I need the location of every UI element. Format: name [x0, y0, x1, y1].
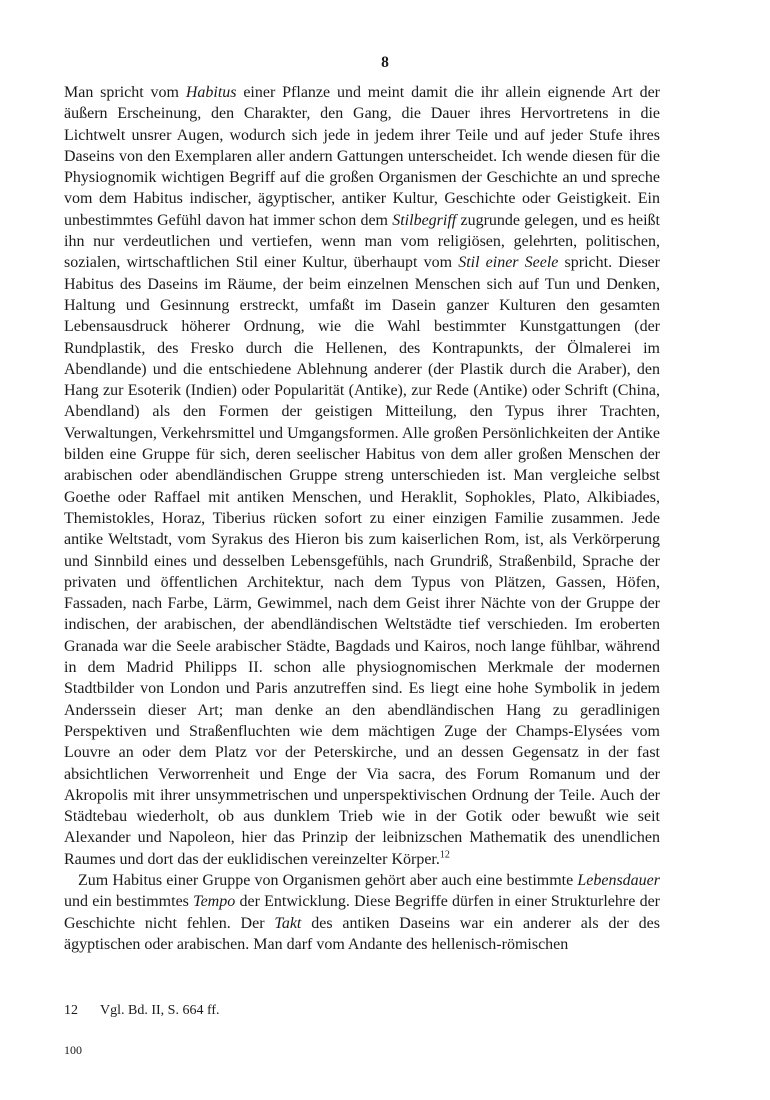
- footnote-text: Vgl. Bd. II, S. 664 ff.: [100, 1003, 220, 1018]
- text-run: Man spricht vom: [64, 84, 186, 101]
- text-run: der Entwicklung. Diese Begriffe dürfen in einer Strukturlehre der Geschichte nicht fehlen. Der: [64, 893, 661, 932]
- paragraph-2: [64, 870, 660, 955]
- italic-term: Stil einer Seele: [458, 254, 559, 272]
- italic-term: Lebensdauer: [577, 871, 660, 889]
- page-number-top: 8: [381, 54, 389, 71]
- text-run: einer Pflanze und meint damit die ihr allein eignende Art der äußern Erscheinung, den Charakter, den Gang, die Dauer ihres Hervortretens in die Lichtwelt unsrer Augen, wodurch sich jede in jedem ihrer Teile und auf jeder Stufe ihres Daseins von den Exemplaren aller andern Gattungen unterscheidet. Ich wende diesen für die Physiognomik wichtigen Begriff auf die großen Organismen der Geschichte an und spreche vom dem Habitus indischer, ägyptischer, antiker Kultur, Geschichte oder Geistigkeit. Ein unbestimmtes Gefühl davon hat immer schon dem: [64, 84, 660, 229]
- footnote-number: 12: [64, 1003, 78, 1018]
- folio-page-number: 100: [64, 1043, 82, 1057]
- text-run: zugrunde gelegen, und es heißt ihn nur verdeutlichen und vertiefen, wenn man vom religiösen, gelehrten, politischen, sozialen, wirtschaftlichen Stil einer Kultur, überhaupt vom: [64, 211, 660, 272]
- text-run: und ein bestimmtes: [64, 893, 194, 911]
- body-text: [64, 82, 660, 955]
- italic-term: Tempo: [193, 893, 236, 911]
- italic-term: Takt: [274, 914, 302, 932]
- text-run: Zum Habitus einer Gruppe von Organismen gehört aber auch eine bestimmte: [78, 871, 578, 889]
- italic-term: Habitus: [185, 84, 237, 101]
- italic-term: Stilbegriff: [392, 211, 457, 229]
- text-run: des antiken Daseins war ein anderer als der des ägyptischen oder arabischen. Man darf vom Andante des hellenisch-römischen: [64, 914, 661, 953]
- text-run: spricht. Dieser Habitus des Daseins im Räume, der beim einzelnen Menschen sich auf Tun und Denken, Haltung und Gesinnung erstreckt, umfaßt im Dasein ganzer Kulturen den gesamten Lebensausdruck höherer Ordnung, wie die Wahl bestimmter Kunstgattungen (der Rundplastik, des Fresko durch die Hellenen, des Kontrapunkts, der Ölmalerei im Abendlande) und die entschiedene Ablehnung anderer (der Plastik durch die Araber), den Hang zur Esoterik (Indien) oder Popularität (Antike), zur Rede (Antike) oder Schrift (China, Abendland) als den Formen der geistigen Mitteilung, den Typus ihrer Trachten, Verwaltungen, Verkehrsmittel und Umgangsformen. Alle großen Persönlichkeiten der Antike bilden eine Gruppe für sich, deren seelischer Habitus von dem aller großen Menschen der arabischen oder abendländischen Gruppe streng unterschieden ist. Man vergleiche selbst Goethe oder Raffael mit antiken Menschen, und Heraklit, Sophokles, Plato, Alkibiades, Themistokles, Horaz, Tiberius rücken sofort zu einer einzigen Familie zusammen. Jede antike Weltstadt, vom Syrakus des Hieron bis zum kaiserlichen Rom, ist, als Verkörperung und Sinnbild eines und desselben Lebensgefühls, nach Grundriß, Straßenbild, Sprache der privaten und öffentlichen Architektur, nach dem Typus von Plätzen, Gassen, Höfen, Fassaden, nach Farbe, Lärm, Gewimmel, nach dem Geist ihrer Nächte von der Gruppe der indischen, der arabischen, der abendländischen Weltstädte tief verschieden. Im eroberten Granada war die Seele arabischer Städte, Bagdads und Kairos, noch lange fühlbar, während in dem Madrid Philipps II. schon alle physiognomischen Merkmale der modernen Stadtbilder von London und Paris anzutreffen sind. Es liegt eine hohe Symbolik in jedem Anderssein dieser Art; man denke an den abendländischen Hang zu geradlinigen Perspektiven und Straßenfluchten wie dem mächtigen Zuge der Champs-Elysées vom Louvre an oder dem Platz vor der Peterskirche, und an dessen Gegensatz in der fast absichtlichen Verworrenheit und Enge der Via sacra, des Forum Romanum und der Akropolis mit ihrer unsymmetrischen und unperspektivischen Ordnung der Teile. Auch der Städtebau wiederholt, ob aus dunklem Trieb wie in der Gotik oder bewußt wie seit Alexander und Napoleon, hier das Prinzip der leibnizschen Mathematik des unendlichen Raumes und dort das der euklidischen vereinzelter Körper.: [64, 254, 660, 868]
- footnote: [64, 1003, 220, 1019]
- footnote-reference: 12: [439, 849, 450, 861]
- paragraph-1: [64, 82, 660, 870]
